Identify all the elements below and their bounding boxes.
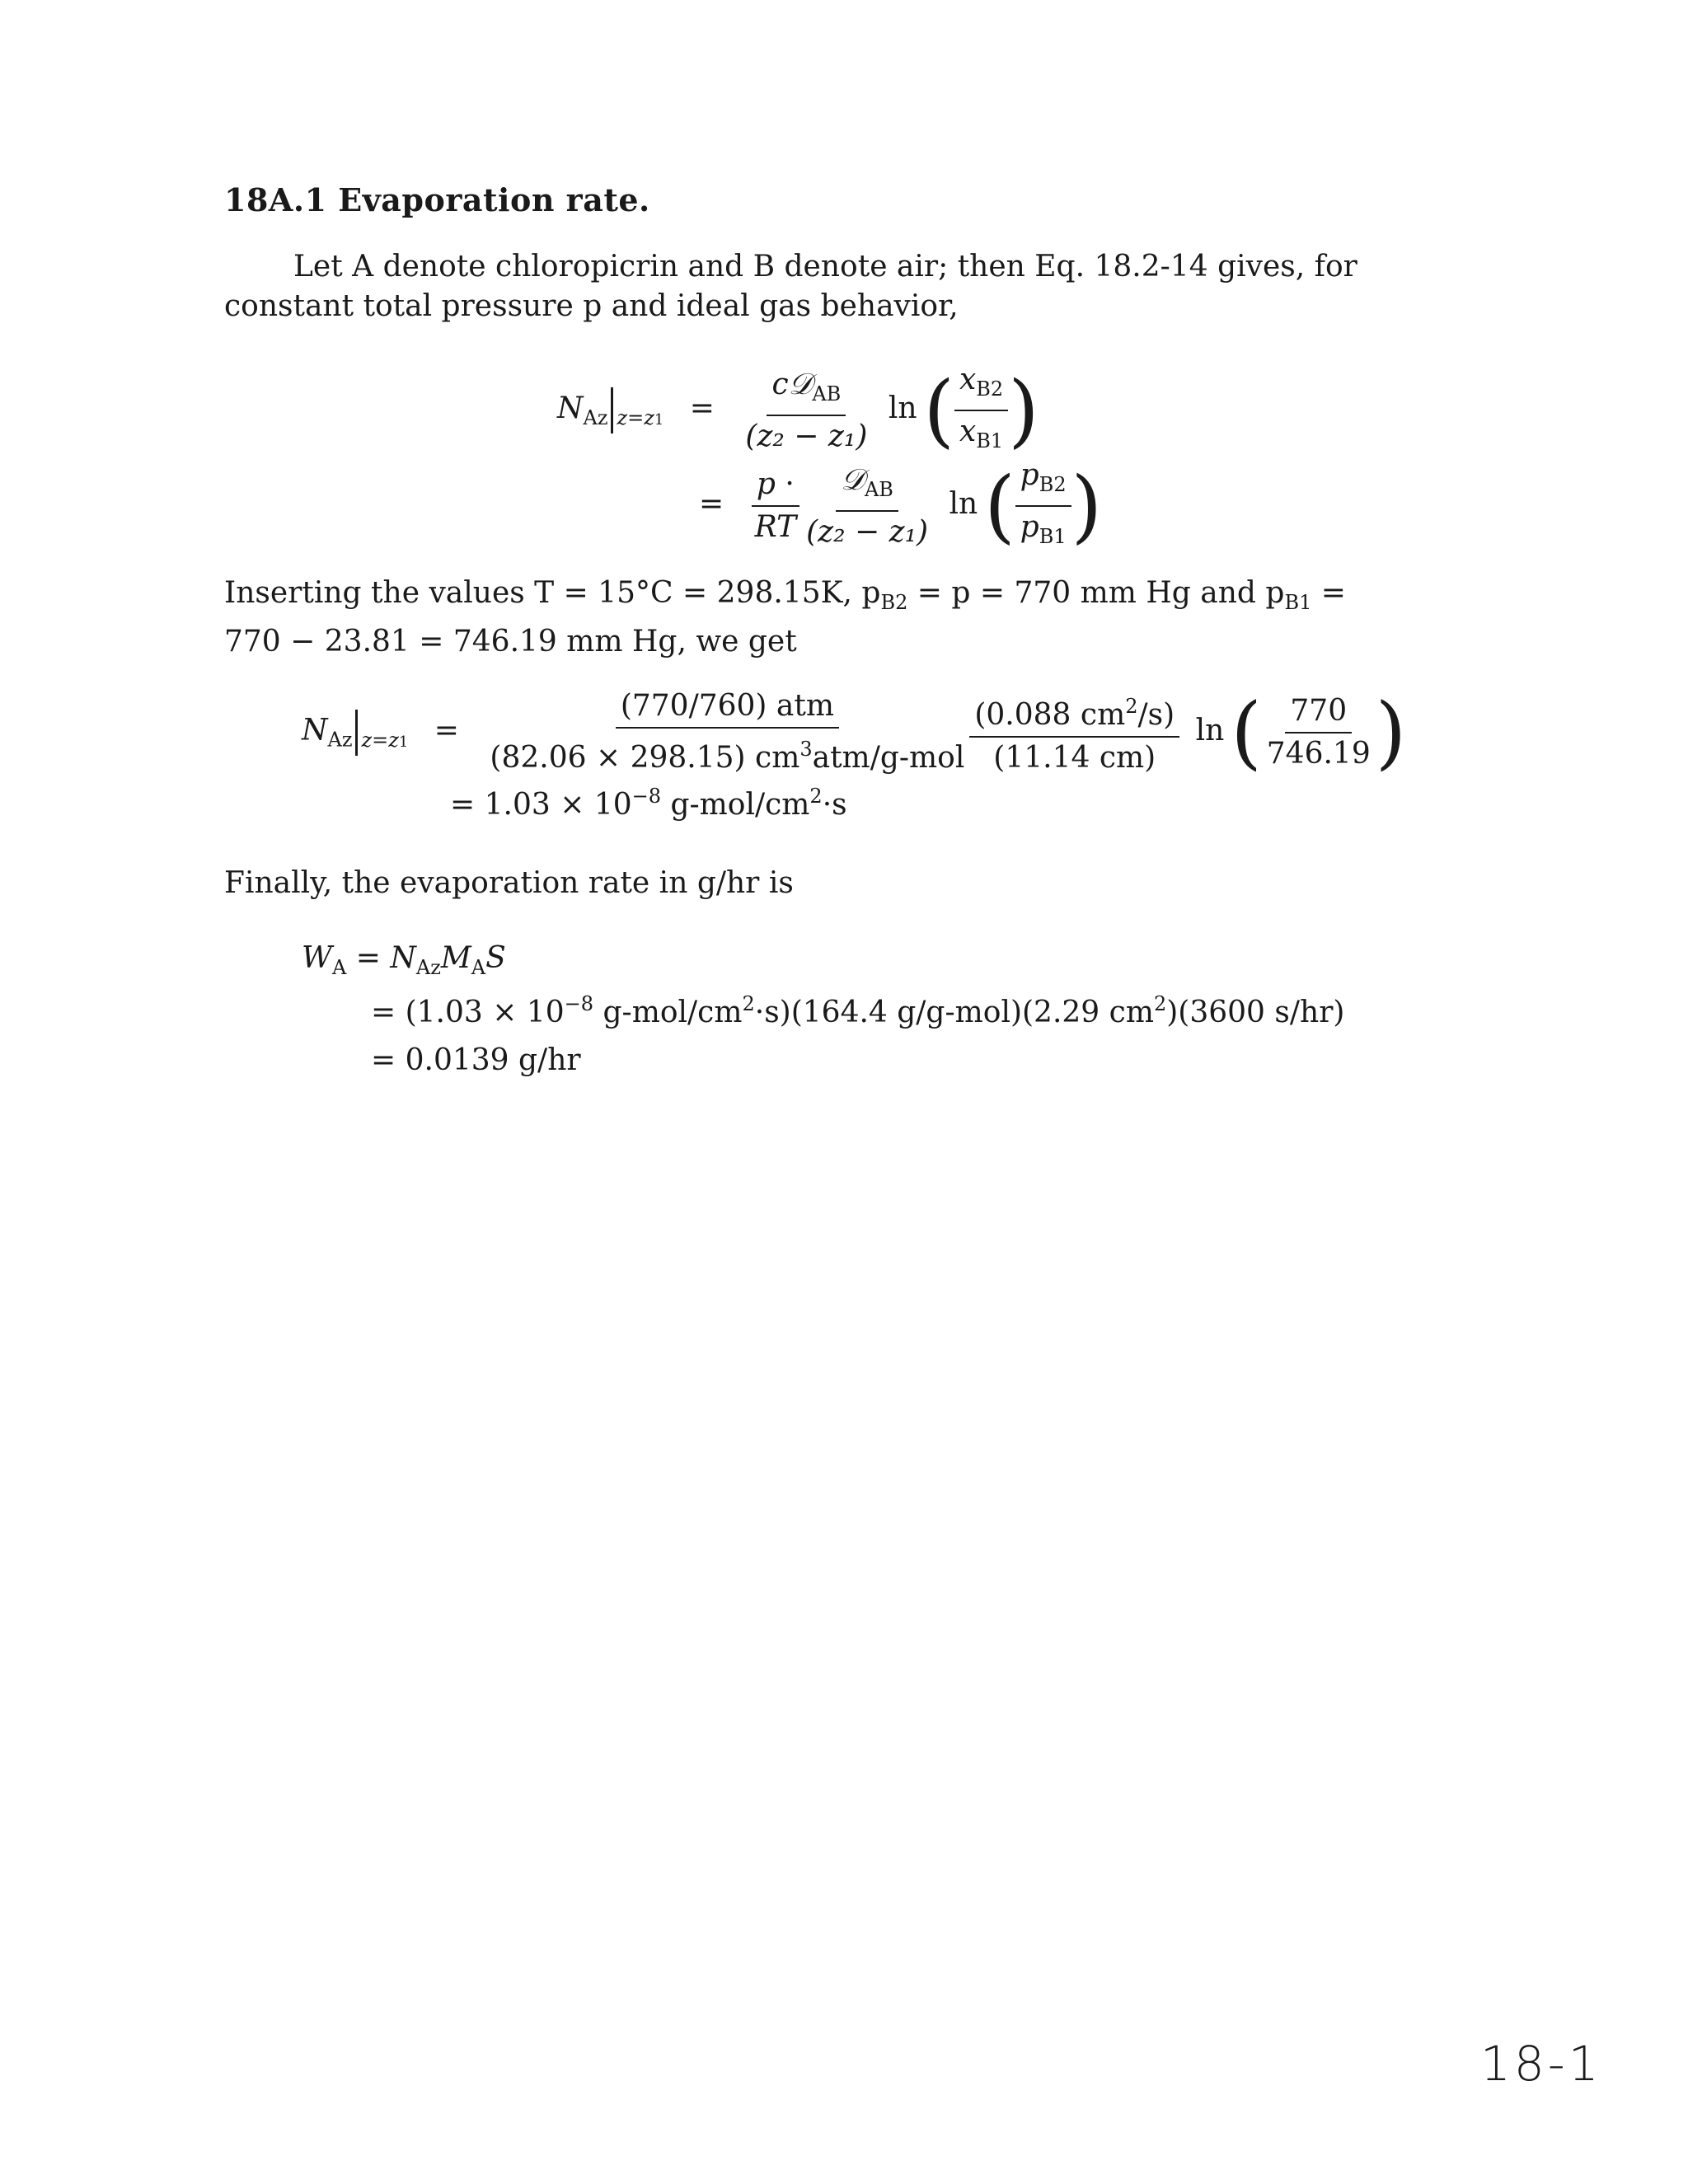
inserting-line-2: 770 − 23.81 = 746.19 mm Hg, we get <box>224 625 797 658</box>
eq2-result-c: ·s <box>822 788 847 822</box>
page-number: 18-1 <box>1480 2036 1602 2092</box>
finally-paragraph: Finally, the evaporation rate in g/hr is <box>224 866 794 900</box>
eq3-ma-sub: A <box>471 956 486 979</box>
eq3-naz: = N <box>346 941 416 975</box>
equation-1-line-1: $N_{Az}$ $_{z=z1}$ = $\frac{c𝒟_{AB}}{\text{(z₂ − z₁)}}$ ln( $\frac{x_{B2}}{x_{B1}}$ ) <box>557 363 1039 457</box>
eq1-l2-f2-num: 𝒟 <box>841 462 865 497</box>
eq1-l2-arg-num-sub: B2 <box>1039 473 1067 496</box>
eq1-arg-den-sub: B1 <box>976 429 1004 452</box>
equation-2: $N_{Az}$ $_{z=z1}$ = $\frac{\text{(770/760) atm}}{(82.06 \times 298.15) cm^3atm/g-mol}$ $\frac{(0.088 cm^2/s)}{(11.14 cm)}$ ln( $\frac{770}{746.19}$ ) <box>302 686 1407 779</box>
eq1-l2-f2 <box>801 463 933 550</box>
eq2-result-sup2: 2 <box>809 785 823 808</box>
eq1-l2-f1-den: RT <box>754 510 797 544</box>
intro-paragraph <box>224 247 1428 326</box>
eq2-f1-num: (770/760) atm <box>616 689 839 729</box>
eq3-l2-sup: −8 <box>564 992 594 1015</box>
eq2-f1-den-sup: 3 <box>799 738 813 761</box>
equation-2-result <box>450 785 847 822</box>
eq1-frac <box>740 368 872 454</box>
eq1-num-sub: AB <box>812 382 842 405</box>
eq1-arg-num: x <box>959 363 977 396</box>
eq2-eval-sub2: 1 <box>398 733 409 751</box>
eq3-l2-b: g-mol/cm <box>593 996 743 1029</box>
inserting-text-1: Inserting the values T = 15°C = 298.15K, p <box>224 576 881 610</box>
eq1-l2-arg-den-sub: B1 <box>1039 525 1067 548</box>
eq1-l2-f1-num: p <box>756 467 776 501</box>
eq1-arg <box>954 363 1008 458</box>
eq1-lhs-sub: Az <box>583 406 608 429</box>
intro-text: Let A denote chloropicrin and B denote air; then Eq. 18.2-14 gives, for constant total pressure p and ideal gas behavior, <box>224 250 1357 323</box>
eq3-wa-sub: A <box>332 956 347 979</box>
eq2-lhs-sub: Az <box>327 728 353 752</box>
inserting-sub-1: B2 <box>880 591 908 614</box>
eq1-l2-arg-num: p <box>1020 458 1039 492</box>
equation-3-line-3: = 0.0139 g/hr <box>371 1043 581 1077</box>
eq1-l2-f2-num-sub: AB <box>864 477 893 501</box>
eq2-lhs: N <box>302 713 328 748</box>
eq1-eval-sub2: 1 <box>654 411 664 429</box>
eq2-eval-bar <box>355 710 358 756</box>
equation-3-line-1 <box>302 941 506 979</box>
eq2-f1 <box>485 689 969 776</box>
eq3-l2-a: = (1.03 × 10 <box>371 996 565 1029</box>
eq1-arg-den: x <box>959 415 977 448</box>
eq3-l2-d: )(3600 s/hr) <box>1166 996 1345 1029</box>
eq2-ln: ln <box>1195 713 1225 748</box>
eq2-result-sup: −8 <box>631 785 662 808</box>
eq1-den: (z₂ − z₁) <box>745 419 868 453</box>
eq2-f3-num: 770 <box>1285 694 1352 733</box>
eq2-eval-sub: z=z <box>361 728 399 752</box>
eq1-eval <box>617 406 663 429</box>
inserting-text-2: = p = 770 mm Hg and p <box>907 576 1285 610</box>
inserting-sub-2: B1 <box>1284 591 1312 614</box>
eq2-result-a: = 1.03 × 10 <box>450 788 632 822</box>
eq2-f2-den: (11.14 cm) <box>993 741 1156 775</box>
eq2-f2-num-a: (0.088 cm <box>974 698 1126 732</box>
section-heading: 18A.1 Evaporation rate. <box>224 181 650 218</box>
eq3-l2-c: ·s)(164.4 g/g-mol)(2.29 cm <box>754 996 1154 1029</box>
eq1-lhs: N <box>557 391 584 425</box>
eq1-arg-num-sub: B2 <box>976 377 1004 401</box>
eq2-f2 <box>969 689 1179 776</box>
eq2-result-b: g-mol/cm <box>661 788 810 822</box>
eq1-ln: ln <box>888 391 917 425</box>
eq1-l2-f1: $\frac{p \cdot}{RT}$ <box>750 467 801 545</box>
eq3-l2-sup3: 2 <box>1153 992 1167 1015</box>
eq3-naz-sub: Az <box>415 956 441 979</box>
eq1-num: c𝒟 <box>771 367 813 401</box>
inserting-text-3: = <box>1311 576 1346 610</box>
eq3-ma: M <box>440 941 471 975</box>
eq3-wa: W <box>302 941 333 975</box>
eq2-f3 <box>1262 694 1376 771</box>
eq2-f1-den-a: (82.06 × 298.15) cm <box>490 741 800 775</box>
eq2-f3-den: 746.19 <box>1266 736 1371 771</box>
eval-bar <box>611 387 613 434</box>
equation-3-line-2 <box>371 992 1344 1029</box>
eq2-f1-den-b: atm/g-mol <box>812 741 965 775</box>
eq2-f2-num-b: /s) <box>1137 698 1175 732</box>
eq2-f2-num-sup: 2 <box>1125 695 1138 718</box>
eq1-l2-ln: ln <box>949 487 978 521</box>
inserting-paragraph <box>224 574 1428 662</box>
eq3-l2-sup2: 2 <box>742 992 755 1015</box>
eq2-eval <box>361 729 408 752</box>
eq1-l2-arg-den: p <box>1020 510 1039 544</box>
eq3-s: S <box>485 941 506 975</box>
eq1-eval-sub: z=z <box>617 406 654 429</box>
eq1-l2-arg <box>1015 458 1071 554</box>
eq1-l2-f2-den: (z₂ − z₁) <box>806 514 929 549</box>
equation-1-line-2: = $\frac{p \cdot}{RT}$ $\frac{𝒟_{AB}}{\text{(z₂ − z₁)}}$ ln( $\frac{p_{B2}}{p_{B1}}$ ) <box>699 458 1103 552</box>
